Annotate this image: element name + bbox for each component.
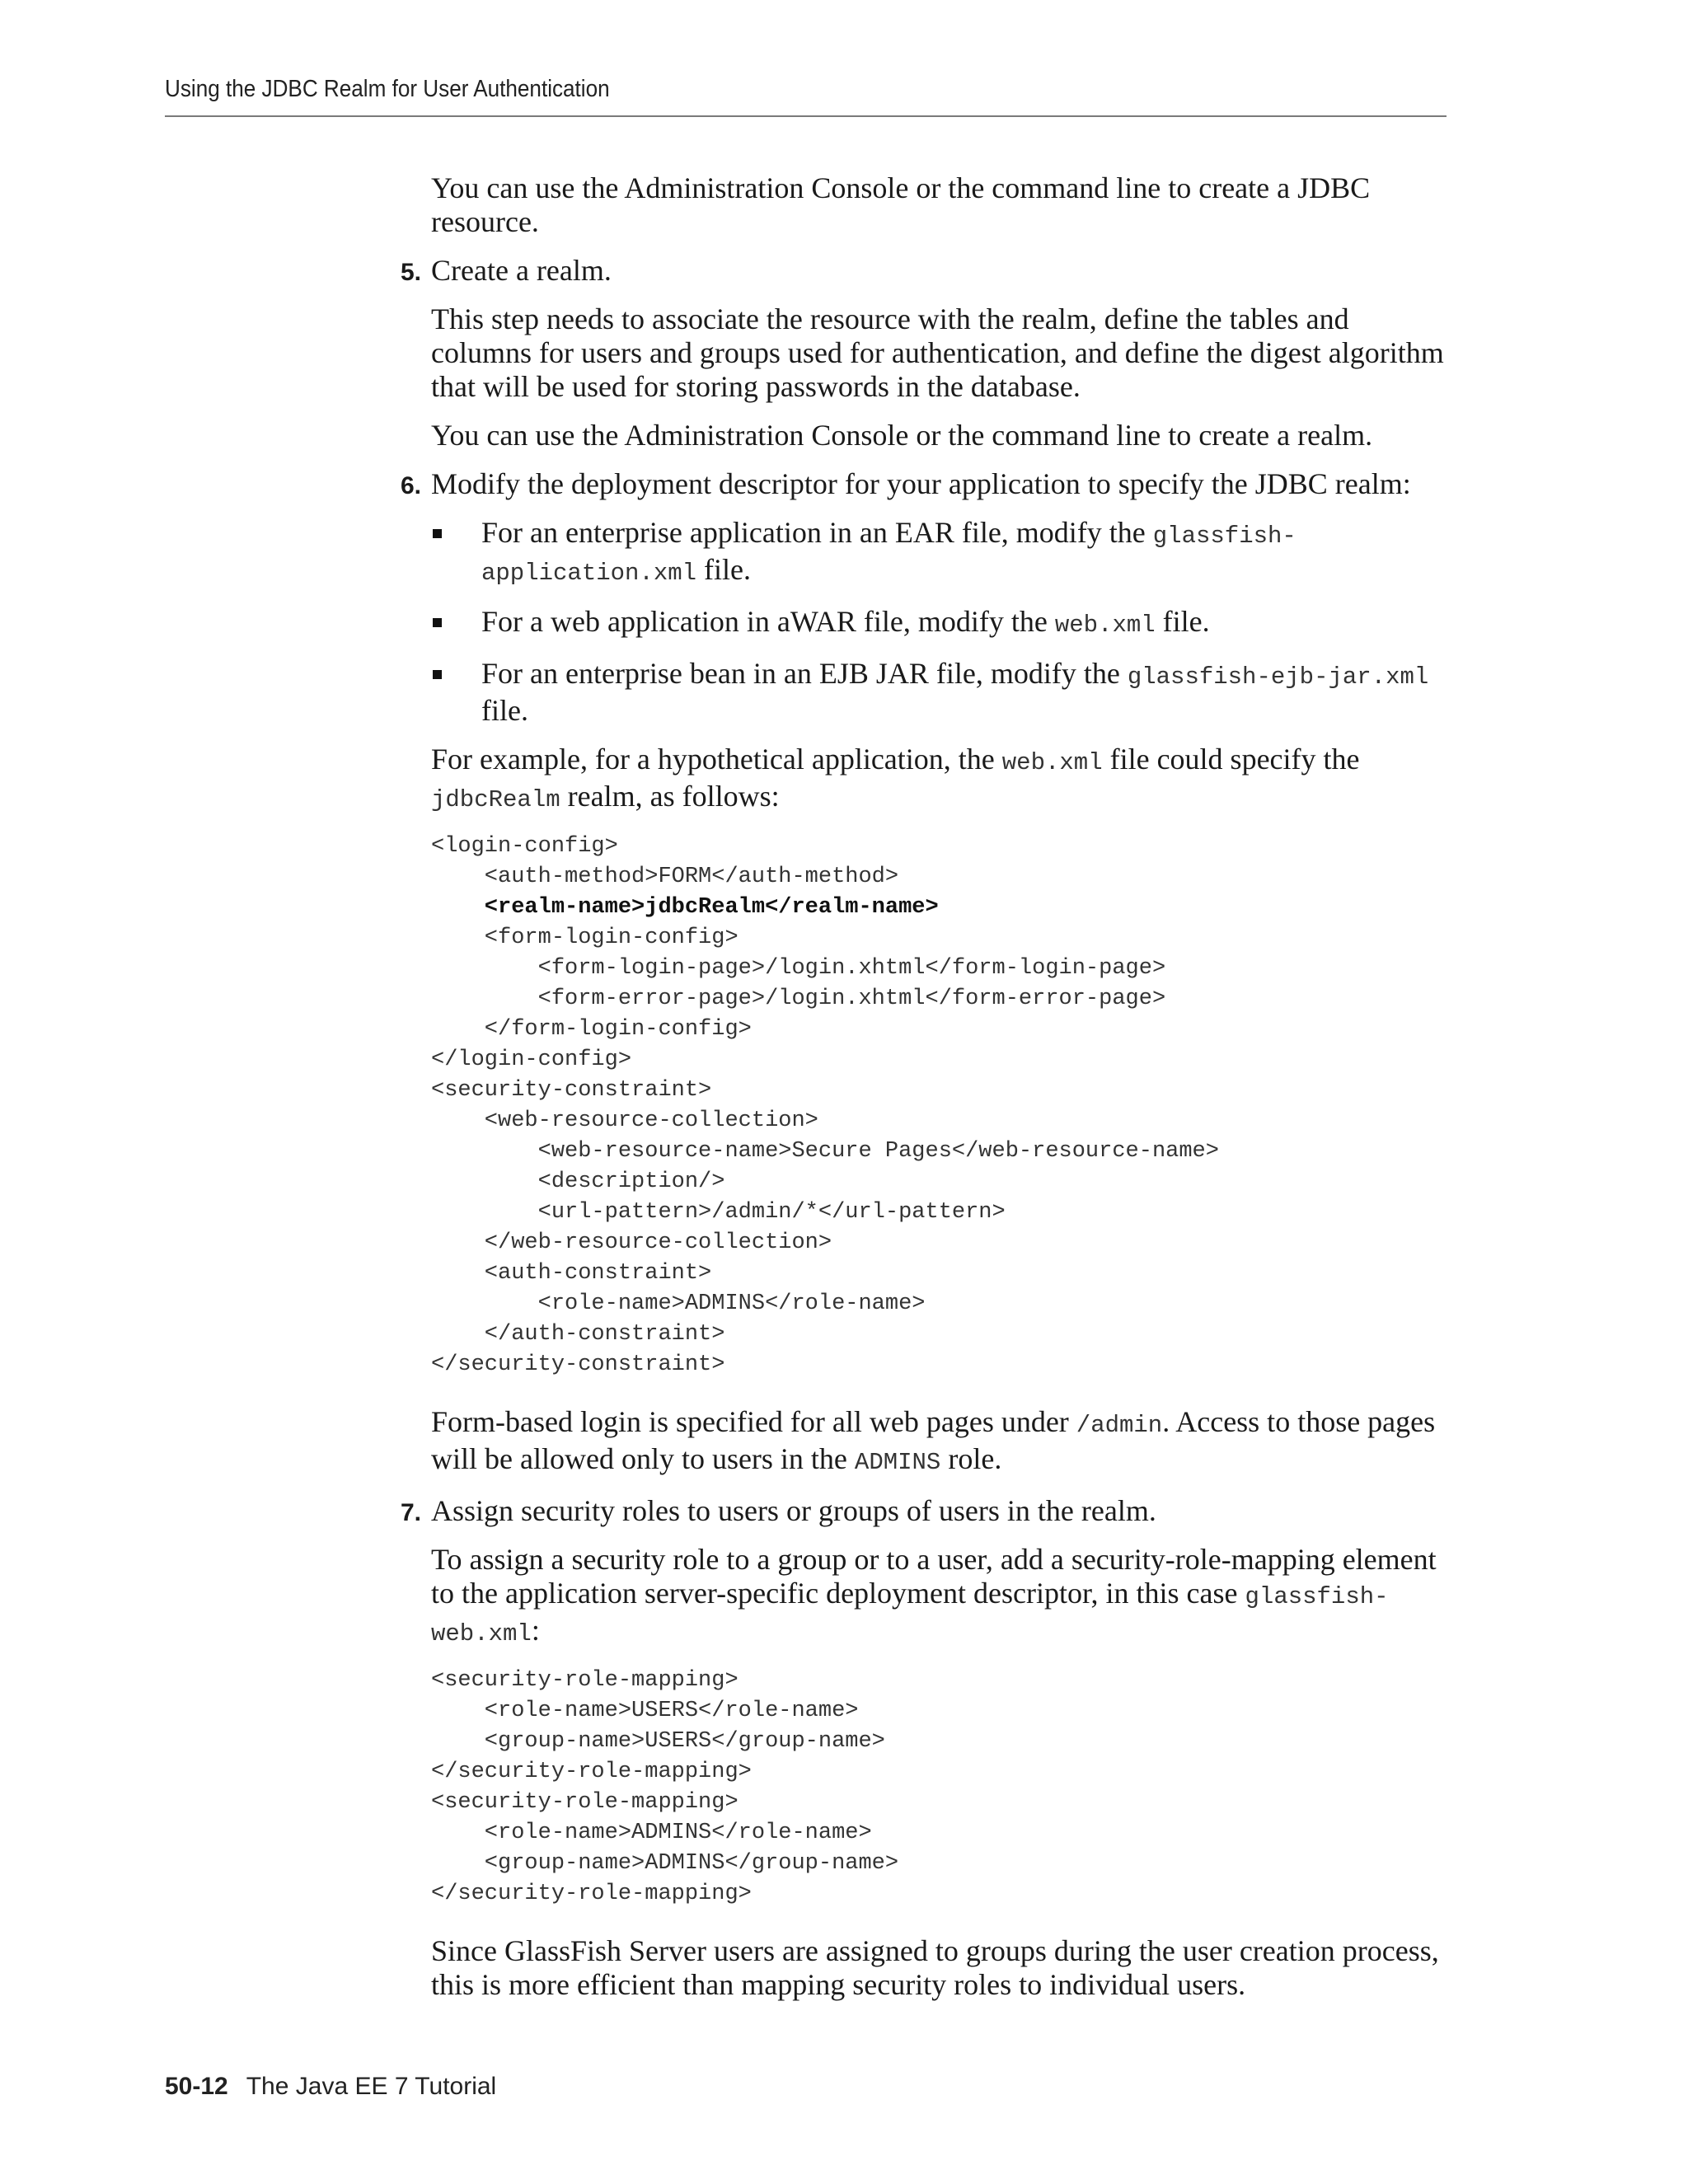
- code-line: <role-name>USERS</role-name>: [431, 1699, 859, 1723]
- code-line: <description/>: [431, 1169, 725, 1194]
- bullet-item: For a web application in aWAR file, modify the web.xml file.: [431, 605, 1453, 642]
- step-7-paragraph-2: Since GlassFish Server users are assigned to groups during the user creation process, this is more efficient than mapping security roles to individual users.: [431, 1934, 1439, 2001]
- code-block-role-mapping: [431, 1666, 1453, 1910]
- step-6: [400, 467, 1453, 501]
- code-line: <form-login-page>/login.xhtml</form-login-page>: [431, 956, 1166, 981]
- step-5-paragraph-1: This step needs to associate the resource with the realm, define the tables and columns for users and groups used for authentication, and define the digest algorithm that will be used for storing passwords in the database.: [431, 302, 1444, 403]
- step-5: [400, 254, 1453, 288]
- bullet-item: For an enterprise application in an EAR file, modify the glassfish-application.xml file.: [431, 516, 1453, 590]
- code-line: <url-pattern>/admin/*</url-pattern>: [431, 1200, 1006, 1225]
- code-line: <group-name>ADMINS</group-name>: [431, 1851, 899, 1876]
- inline-code: glassfish-ejb-jar.xml: [1127, 663, 1429, 691]
- square-bullet-icon: [433, 670, 442, 679]
- form-login-paragraph: Form-based login is specified for all web pages under /admin. Access to those pages will be allowed only to users in the ADMINS role.: [431, 1405, 1436, 1476]
- code-line: <security-role-mapping>: [431, 1668, 738, 1693]
- code-line: <realm-name>jdbcRealm</realm-name>: [431, 895, 939, 920]
- code-line: <form-login-config>: [431, 926, 738, 950]
- body-column: [400, 171, 1453, 2017]
- square-bullet-icon: [433, 529, 442, 538]
- inline-code: jdbcRealm: [431, 786, 560, 813]
- step-7: [400, 1494, 1453, 1528]
- inline-code: ADMINS: [854, 1449, 941, 1476]
- square-bullet-icon: [433, 618, 442, 627]
- page-number: 50-12: [165, 2073, 228, 2100]
- code-line: <security-constraint>: [431, 1078, 712, 1103]
- code-line: </auth-constraint>: [431, 1322, 725, 1347]
- code-line: </web-resource-collection>: [431, 1230, 832, 1255]
- step-number: 7.: [400, 1499, 421, 1526]
- code-line: </security-role-mapping>: [431, 1882, 752, 1906]
- inline-code: web.xml: [1001, 749, 1103, 776]
- step-title: Modify the deployment descriptor for your application to specify the JDBC realm:: [431, 467, 1411, 500]
- book-title: The Java EE 7 Tutorial: [246, 2073, 497, 2100]
- code-line: </security-constraint>: [431, 1352, 725, 1377]
- code-line: </security-role-mapping>: [431, 1760, 752, 1784]
- inline-code: glassfish-web.xml: [431, 1583, 1389, 1647]
- code-line: <form-error-page>/login.xhtml</form-error-page>: [431, 987, 1166, 1011]
- code-line: <role-name>ADMINS</role-name>: [431, 1291, 926, 1316]
- step-5-paragraph-2: You can use the Administration Console or the command line to create a realm.: [431, 419, 1373, 452]
- step-number: 5.: [400, 259, 421, 286]
- step-title: Create a realm.: [431, 254, 612, 287]
- code-line: <web-resource-name>Secure Pages</web-resource-name>: [431, 1139, 1219, 1164]
- code-line: </login-config>: [431, 1047, 632, 1072]
- step-7-paragraph-1: To assign a security role to a group or to a user, add a security-role-mapping element to the application server-specific deployment descriptor, in this case glassfish-web.xml:: [431, 1543, 1437, 1647]
- running-header: Using the JDBC Realm for User Authentication: [165, 76, 610, 102]
- code-line: <security-role-mapping>: [431, 1790, 738, 1815]
- header-rule: [165, 115, 1447, 117]
- inline-code: web.xml: [1054, 612, 1156, 639]
- inline-code: glassfish-application.xml: [481, 523, 1296, 587]
- code-line: <group-name>USERS</group-name>: [431, 1729, 885, 1754]
- code-line: </form-login-config>: [431, 1017, 752, 1042]
- step-title: Assign security roles to users or groups of users in the realm.: [431, 1494, 1156, 1527]
- code-block-login-config: [431, 832, 1453, 1380]
- bullet-item: For an enterprise bean in an EJB JAR file, modify the glassfish-ejb-jar.xml file.: [431, 657, 1453, 728]
- code-line: <role-name>ADMINS</role-name>: [431, 1821, 872, 1845]
- code-line: <auth-constraint>: [431, 1261, 712, 1286]
- page-footer: [165, 2073, 496, 2101]
- code-line: <auth-method>FORM</auth-method>: [431, 865, 899, 889]
- inline-code: /admin: [1076, 1412, 1163, 1439]
- code-line: <web-resource-collection>: [431, 1108, 818, 1133]
- code-line: <login-config>: [431, 834, 618, 859]
- intro-paragraph: You can use the Administration Console or the command line to create a JDBC resource.: [431, 171, 1371, 238]
- example-paragraph: For example, for a hypothetical application, the web.xml file could specify the jdbcRealm realm, as follows:: [431, 743, 1360, 813]
- step-number: 6.: [400, 472, 421, 499]
